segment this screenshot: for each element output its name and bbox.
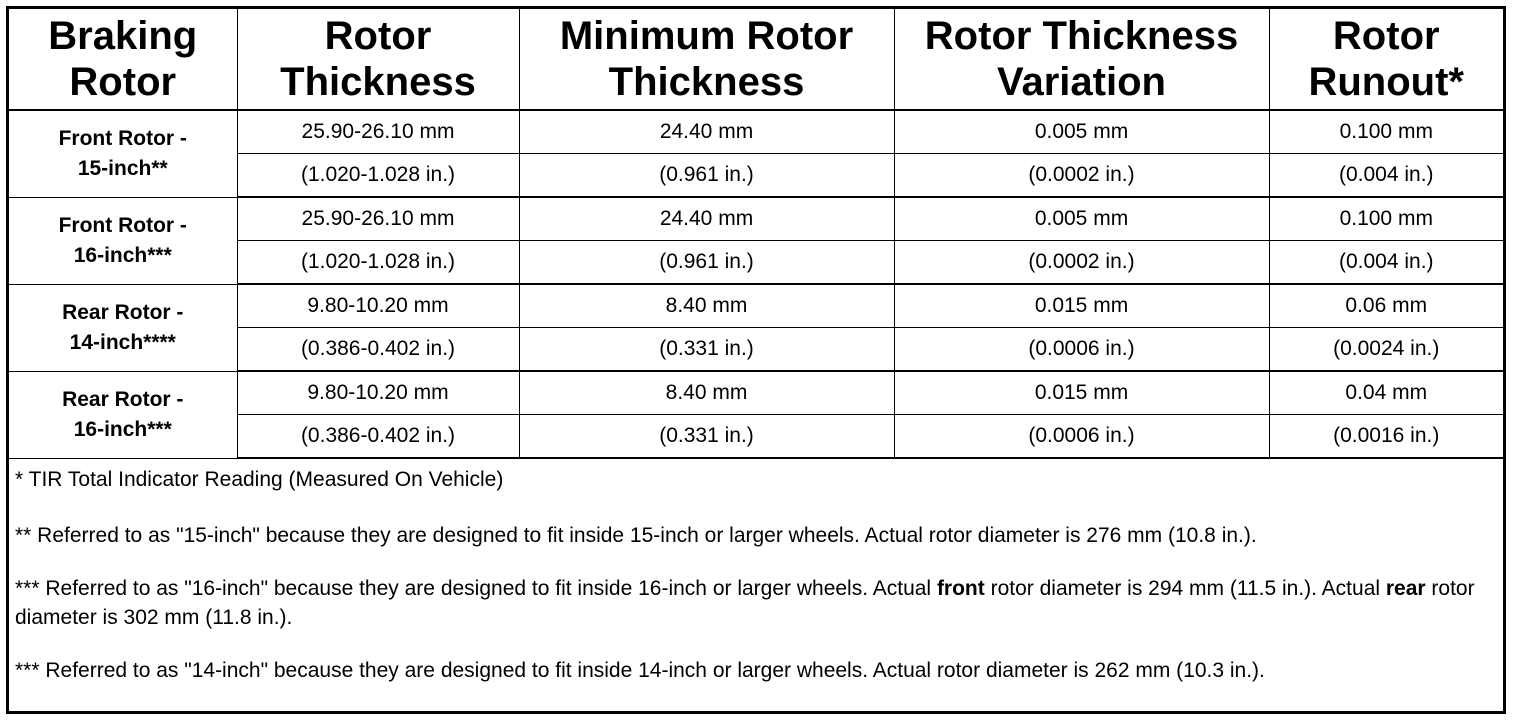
min-thickness-metric: 8.40 mm	[519, 371, 894, 415]
min-thickness-imperial: (0.961 in.)	[519, 154, 894, 198]
runout-imperial: (0.0016 in.)	[1269, 415, 1503, 459]
footnote-14-inch: *** Referred to as "14-inch" because they are designed to fit inside 14-inch or larger wheels. Actual rotor diameter is 262 mm (10.3 in.).	[15, 659, 1265, 682]
thickness-imperial: (0.386-0.402 in.)	[237, 415, 519, 459]
table-row-metric	[9, 197, 1503, 241]
footnotes	[9, 459, 1503, 685]
rotor-spec-sheet	[6, 6, 1506, 714]
min-thickness-metric: 24.40 mm	[519, 110, 894, 154]
thickness-imperial: (0.386-0.402 in.)	[237, 328, 519, 372]
header-minimum-rotor-thickness: Minimum Rotor Thickness	[519, 9, 894, 110]
rotor-name-cell: Rear Rotor - 16-inch***	[9, 371, 237, 458]
runout-metric: 0.06 mm	[1269, 284, 1503, 328]
thickness-metric: 9.80-10.20 mm	[237, 284, 519, 328]
rotor-name-cell: Front Rotor - 16-inch***	[9, 197, 237, 284]
min-thickness-imperial: (0.331 in.)	[519, 328, 894, 372]
footnote-15-inch: ** Referred to as "15-inch" because they are designed to fit inside 15-inch or larger wheels. Actual rotor diameter is 276 mm (10.8 in.).	[15, 524, 1257, 547]
min-thickness-imperial: (0.331 in.)	[519, 415, 894, 459]
variation-metric: 0.005 mm	[894, 110, 1269, 154]
thickness-metric: 25.90-26.10 mm	[237, 110, 519, 154]
header-braking-rotor: Braking Rotor	[9, 9, 237, 110]
variation-imperial: (0.0002 in.)	[894, 241, 1269, 285]
min-thickness-metric: 24.40 mm	[519, 197, 894, 241]
header-row	[9, 9, 1503, 110]
rotor-name-cell: Rear Rotor - 14-inch****	[9, 284, 237, 371]
footnote-16-inch: *** Referred to as "16-inch" because they are designed to fit inside 16-inch or larger wheels. Actual front rotor diameter is 294 mm (11.5 in.). Actual rear rotor diameter is 302 mm (11.8 in.).	[15, 577, 1475, 629]
table-row-metric	[9, 371, 1503, 415]
header-rotor-thickness: Rotor Thickness	[237, 9, 519, 110]
rotor-spec-table	[9, 9, 1503, 459]
variation-metric: 0.005 mm	[894, 197, 1269, 241]
footnote-tir: * TIR Total Indicator Reading (Measured On Vehicle)	[15, 468, 504, 491]
rotor-name-cell: Front Rotor - 15-inch**	[9, 110, 237, 197]
thickness-imperial: (1.020-1.028 in.)	[237, 154, 519, 198]
min-thickness-imperial: (0.961 in.)	[519, 241, 894, 285]
min-thickness-metric: 8.40 mm	[519, 284, 894, 328]
runout-metric: 0.100 mm	[1269, 110, 1503, 154]
thickness-metric: 25.90-26.10 mm	[237, 197, 519, 241]
runout-metric: 0.04 mm	[1269, 371, 1503, 415]
variation-imperial: (0.0006 in.)	[894, 328, 1269, 372]
table-row-metric	[9, 110, 1503, 154]
header-rotor-thickness-variation: Rotor Thickness Variation	[894, 9, 1269, 110]
variation-imperial: (0.0002 in.)	[894, 154, 1269, 198]
runout-imperial: (0.004 in.)	[1269, 241, 1503, 285]
thickness-imperial: (1.020-1.028 in.)	[237, 241, 519, 285]
thickness-metric: 9.80-10.20 mm	[237, 371, 519, 415]
table-row-metric	[9, 284, 1503, 328]
header-rotor-runout: Rotor Runout*	[1269, 9, 1503, 110]
runout-imperial: (0.0024 in.)	[1269, 328, 1503, 372]
runout-metric: 0.100 mm	[1269, 197, 1503, 241]
runout-imperial: (0.004 in.)	[1269, 154, 1503, 198]
variation-metric: 0.015 mm	[894, 371, 1269, 415]
variation-imperial: (0.0006 in.)	[894, 415, 1269, 459]
variation-metric: 0.015 mm	[894, 284, 1269, 328]
